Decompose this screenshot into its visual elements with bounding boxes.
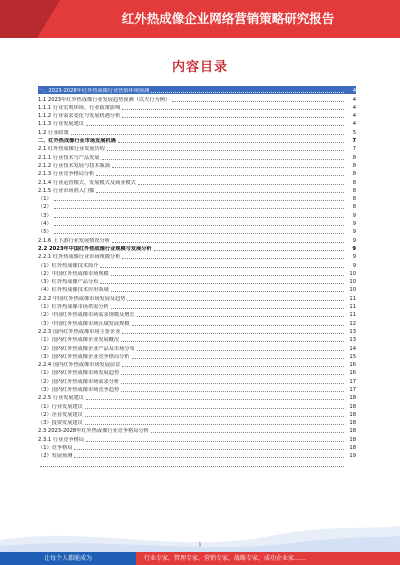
toc-entry-page: 4 xyxy=(352,104,356,111)
toc-entry-page: 17 xyxy=(349,386,356,393)
toc-entry-page: 19 xyxy=(349,453,356,460)
toc-entry[interactable] xyxy=(38,293,356,301)
toc-entry-title: 1.1.2 行业需求变化与发展机遇分析 xyxy=(38,113,121,120)
toc-entry-title: 2.3.1 行业竞争格局 xyxy=(38,436,84,443)
toc-entry-page: 18 xyxy=(349,436,356,443)
toc-entry-page: 11 xyxy=(349,312,356,319)
toc-entry-title: （1）国内红外热成像企业发展概况 xyxy=(38,337,120,344)
header-bar xyxy=(0,0,400,38)
report-title: 红外热成像企业网络营销策略研究报告 xyxy=(121,11,335,26)
toc-entry[interactable] xyxy=(38,94,356,102)
toc-entry[interactable] xyxy=(38,269,356,277)
toc-entry-page: 9 xyxy=(352,229,356,236)
toc-leader-dots xyxy=(138,184,344,185)
toc-entry[interactable] xyxy=(38,459,356,467)
toc-leader-dots xyxy=(121,374,344,375)
toc-entry-title: 2.2.4 国内红外热成像市场发展前景 xyxy=(38,362,121,369)
toc-entry[interactable] xyxy=(38,327,356,335)
toc-entry-page: 7 xyxy=(352,146,356,153)
toc-entry-title: （2）国内红外热成像企业产品及市场分布 xyxy=(38,345,135,352)
toc-entry-title: 2.2.1 红外热成像行业市场规模分析 xyxy=(38,254,121,261)
toc-entry[interactable] xyxy=(38,194,356,202)
toc-entry[interactable] xyxy=(38,252,356,260)
toc-leader-dots xyxy=(100,267,344,268)
toc-leader-dots xyxy=(137,316,344,317)
toc-entry[interactable] xyxy=(38,86,356,94)
toc-entry-page: 18 xyxy=(349,445,356,452)
toc-entry-page: 10 xyxy=(349,270,356,277)
toc-entry-title: （3）中国红外热成像市场区域发展规模 xyxy=(38,320,130,327)
toc-entry-title: （2）国内红外热成像市场需求分析 xyxy=(38,378,120,385)
toc-entry-page: 18 xyxy=(349,428,356,435)
toc-entry-page: 13 xyxy=(349,337,356,344)
toc-entry-title: 1.1.3 行业发展建议 xyxy=(38,121,84,128)
toc-entry[interactable] xyxy=(38,385,356,393)
page-number: 1 xyxy=(198,542,202,548)
toc-entry-page: 7 xyxy=(352,138,356,145)
toc-leader-dots xyxy=(71,134,344,135)
toc-entry-title: （3）国内红外热成像市场竞争趋势 xyxy=(38,386,120,393)
toc-entry[interactable] xyxy=(38,119,356,127)
toc-leader-dots xyxy=(107,150,344,151)
toc-leader-dots xyxy=(121,383,344,384)
toc-entry-title: 2.1.3 行业竞争格局分析 xyxy=(38,171,95,178)
toc-entry[interactable] xyxy=(38,103,356,111)
toc-entry[interactable] xyxy=(38,161,356,169)
toc-entry-page: 12 xyxy=(349,320,356,327)
toc-leader-dots xyxy=(85,416,344,417)
toc-entry-title: 1.1 2023年红外热成像行业发展趋势预测（以天行为例） xyxy=(38,96,171,103)
toc-leader-dots xyxy=(112,167,344,168)
toc-entry[interactable] xyxy=(38,202,356,210)
toc-entry[interactable] xyxy=(38,376,356,384)
footer-slogan-left: 让每个人都能成为 xyxy=(0,552,136,565)
toc-leader-dots xyxy=(54,217,344,218)
toc-leader-dots xyxy=(102,159,344,160)
toc-leader-dots xyxy=(122,366,344,367)
toc-entry[interactable] xyxy=(38,227,356,235)
toc-entry-page: 8 xyxy=(352,154,356,161)
toc-entry[interactable] xyxy=(38,169,356,177)
toc-entry-page: 4 xyxy=(352,88,356,95)
toc-entry[interactable] xyxy=(38,235,356,243)
toc-entry-page: 10 xyxy=(349,287,356,294)
toc-leader-dots xyxy=(154,250,344,251)
header-accent-tab xyxy=(0,0,60,38)
toc-entry[interactable] xyxy=(38,426,356,434)
toc-entry[interactable] xyxy=(38,277,356,285)
toc-entry-title: （1）行业发展建议 xyxy=(38,403,83,410)
toc-entry[interactable] xyxy=(38,177,356,185)
toc-entry[interactable] xyxy=(38,244,356,252)
toc-entry-title: 2.2 2023年中国红外热成像行业规模与发展分析 xyxy=(38,245,152,252)
toc-leader-dots xyxy=(54,200,344,201)
toc-entry-title: （2）发展预测 xyxy=(38,453,73,460)
toc-entry-title: （4） xyxy=(38,221,52,228)
footer-banner xyxy=(0,552,400,565)
toc-entry[interactable] xyxy=(38,302,356,310)
toc-entry[interactable] xyxy=(38,360,356,368)
toc-entry-title: （1）红外热成像技术简介 xyxy=(38,262,99,269)
toc-entry[interactable] xyxy=(38,285,356,293)
toc-leader-dots xyxy=(96,175,344,176)
toc-entry[interactable] xyxy=(38,451,356,459)
toc-entry[interactable] xyxy=(38,401,356,409)
toc-entry[interactable] xyxy=(38,335,356,343)
toc-leader-dots xyxy=(54,233,344,234)
toc-entry[interactable] xyxy=(38,111,356,119)
toc-entry-page: 11 xyxy=(349,304,356,311)
toc-entry-title: （1）竞争格局 xyxy=(38,445,73,452)
toc-entry-title: （3） xyxy=(38,212,52,219)
toc-entry-page: 16 xyxy=(349,370,356,377)
toc-leader-dots xyxy=(122,109,344,110)
toc-entry[interactable] xyxy=(38,393,356,401)
toc-heading: 内容目录 xyxy=(171,60,228,75)
toc-entry-title: 2.1.6 上下游行业发展情况分析 xyxy=(38,237,110,244)
toc-entry[interactable] xyxy=(38,136,356,144)
toc-entry-title: 二、红外热成像行业市场发展机遇 xyxy=(38,138,116,145)
toc-entry[interactable] xyxy=(38,410,356,418)
toc-entry-page: 10 xyxy=(349,279,356,286)
toc-entry-title: （3）国内红外热成像企业竞争格局分析 xyxy=(38,353,130,360)
toc-entry-title: 1.2 行业政策 xyxy=(38,129,69,136)
toc-entry-page: 8 xyxy=(352,162,356,169)
toc-entry-page: 9 xyxy=(352,254,356,261)
toc-entry[interactable] xyxy=(38,127,356,135)
toc-leader-dots xyxy=(111,308,344,309)
toc-entry[interactable] xyxy=(38,186,356,194)
toc-leader-dots xyxy=(151,92,344,93)
toc-leader-dots xyxy=(137,350,344,351)
toc-leader-dots xyxy=(40,466,344,467)
toc-entry-title: （2） xyxy=(38,204,52,211)
toc-entry-title: 2.1 红外热成像行业发展历程 xyxy=(38,146,105,153)
toc-entry-page: 9 xyxy=(352,221,356,228)
toc-entry-title: 2.2.3 国内红外热成像市场主要企业 xyxy=(38,328,121,335)
toc-entry[interactable] xyxy=(38,434,356,442)
toc-leader-dots xyxy=(74,457,344,458)
table-of-contents xyxy=(38,86,356,468)
toc-leader-dots xyxy=(151,432,344,433)
toc-entry-page: 8 xyxy=(352,196,356,203)
toc-entry-title: （2）中国红外热成像市场规模 xyxy=(38,270,109,277)
toc-entry[interactable] xyxy=(38,352,356,360)
toc-entry[interactable] xyxy=(38,418,356,426)
toc-entry[interactable] xyxy=(38,343,356,351)
toc-entry-page: 4 xyxy=(352,96,356,103)
toc-leader-dots xyxy=(111,291,344,292)
toc-entry-title: 2.1.2 行业技术发展与技术瓶颈 xyxy=(38,162,110,169)
toc-entry-title: （2）企业发展建议 xyxy=(38,411,83,418)
toc-leader-dots xyxy=(122,117,344,118)
toc-entry-page: 4 xyxy=(352,121,356,128)
toc-entry[interactable] xyxy=(38,368,356,376)
toc-leader-dots xyxy=(86,441,344,442)
toc-entry-page: 14 xyxy=(349,345,356,352)
toc-leader-dots xyxy=(111,275,344,276)
toc-entry-title: 2.1.1 行业技术与产品发展 xyxy=(38,154,100,161)
toc-leader-dots xyxy=(132,325,345,326)
toc-entry-title: （2）中国红外热成像市场需求规模及增长 xyxy=(38,312,135,319)
toc-leader-dots xyxy=(86,125,344,126)
toc-entry-title: 1.1.1 行业宏观环境、行业政策影响 xyxy=(38,104,121,111)
toc-leader-dots xyxy=(54,208,344,209)
toc-leader-dots xyxy=(121,341,344,342)
toc-leader-dots xyxy=(96,192,344,193)
toc-entry-title: 2.1.4 行业运营模式、发展模式及商业模式 xyxy=(38,179,136,186)
toc-entry-page: 8 xyxy=(352,179,356,186)
toc-entry-page: 16 xyxy=(349,362,356,369)
toc-entry-title: 2.3 2023-2028年红外热成像行业竞争格局分析 xyxy=(38,428,149,435)
toc-leader-dots xyxy=(122,333,344,334)
toc-leader-dots xyxy=(122,258,344,259)
toc-entry-page: 17 xyxy=(349,378,356,385)
toc-leader-dots xyxy=(100,283,344,284)
toc-entry-page: 11 xyxy=(349,295,356,302)
toc-entry-page: 13 xyxy=(349,328,356,335)
toc-leader-dots xyxy=(112,242,344,243)
toc-leader-dots xyxy=(121,391,344,392)
toc-entry-page: 18 xyxy=(349,411,356,418)
toc-entry-title: （3）投资发展建议 xyxy=(38,420,83,427)
toc-entry[interactable] xyxy=(38,260,356,268)
toc-entry[interactable] xyxy=(38,219,356,227)
toc-entry-page: 8 xyxy=(352,171,356,178)
toc-leader-dots xyxy=(74,449,344,450)
toc-entry-page: 9 xyxy=(352,212,356,219)
toc-entry[interactable] xyxy=(38,443,356,451)
toc-entry-page: 4 xyxy=(352,113,356,120)
toc-leader-dots xyxy=(86,399,344,400)
toc-entry-page: 18 xyxy=(349,395,356,402)
toc-entry-title: 2.2.5 行业发展建议 xyxy=(38,395,84,402)
toc-entry[interactable] xyxy=(38,210,356,218)
toc-entry-page: 15 xyxy=(349,353,356,360)
toc-leader-dots xyxy=(54,225,344,226)
toc-entry-title: 2.1.5 行业市场准入门槛 xyxy=(38,187,95,194)
toc-entry-page: 18 xyxy=(349,420,356,427)
toc-leader-dots xyxy=(127,300,344,301)
toc-entry-page: 8 xyxy=(352,204,356,211)
toc-leader-dots xyxy=(85,424,344,425)
toc-entry[interactable] xyxy=(38,318,356,326)
footer-slogan-right: 行业专家，管理专家，营销专家，战略专家，成功企业家…… xyxy=(136,552,400,565)
toc-entry-page: 9 xyxy=(352,262,356,269)
toc-entry[interactable] xyxy=(38,310,356,318)
toc-entry[interactable] xyxy=(38,152,356,160)
toc-entry-page: 8 xyxy=(352,187,356,194)
toc-leader-dots xyxy=(132,358,345,359)
toc-entry[interactable] xyxy=(38,144,356,152)
toc-entry-page: 9 xyxy=(352,245,356,252)
toc-leader-dots xyxy=(85,408,344,409)
toc-leader-dots xyxy=(172,101,344,102)
toc-entry-title: 2.2.2 中国红外热成像市场发展及趋势 xyxy=(38,295,126,302)
toc-entry-title: （1） xyxy=(38,196,52,203)
toc-entry-title: 一、2023-2028年红外热成像行业营销环境预测 xyxy=(38,88,150,95)
toc-entry-title: （5） xyxy=(38,229,52,236)
toc-entry-title: （1）国内红外热成像市场发展趋势 xyxy=(38,370,120,377)
toc-entry-title: （1）红外热成像市场供需分析 xyxy=(38,304,109,311)
toc-entry-title: （4）红外热成像技术应用领域 xyxy=(38,287,109,294)
toc-entry-page: 5 xyxy=(352,129,356,136)
toc-leader-dots xyxy=(118,142,344,143)
toc-entry-title: （3）红外热成像产品分布 xyxy=(38,279,99,286)
toc-entry-page: 18 xyxy=(349,403,356,410)
toc-entry-page: 9 xyxy=(352,237,356,244)
